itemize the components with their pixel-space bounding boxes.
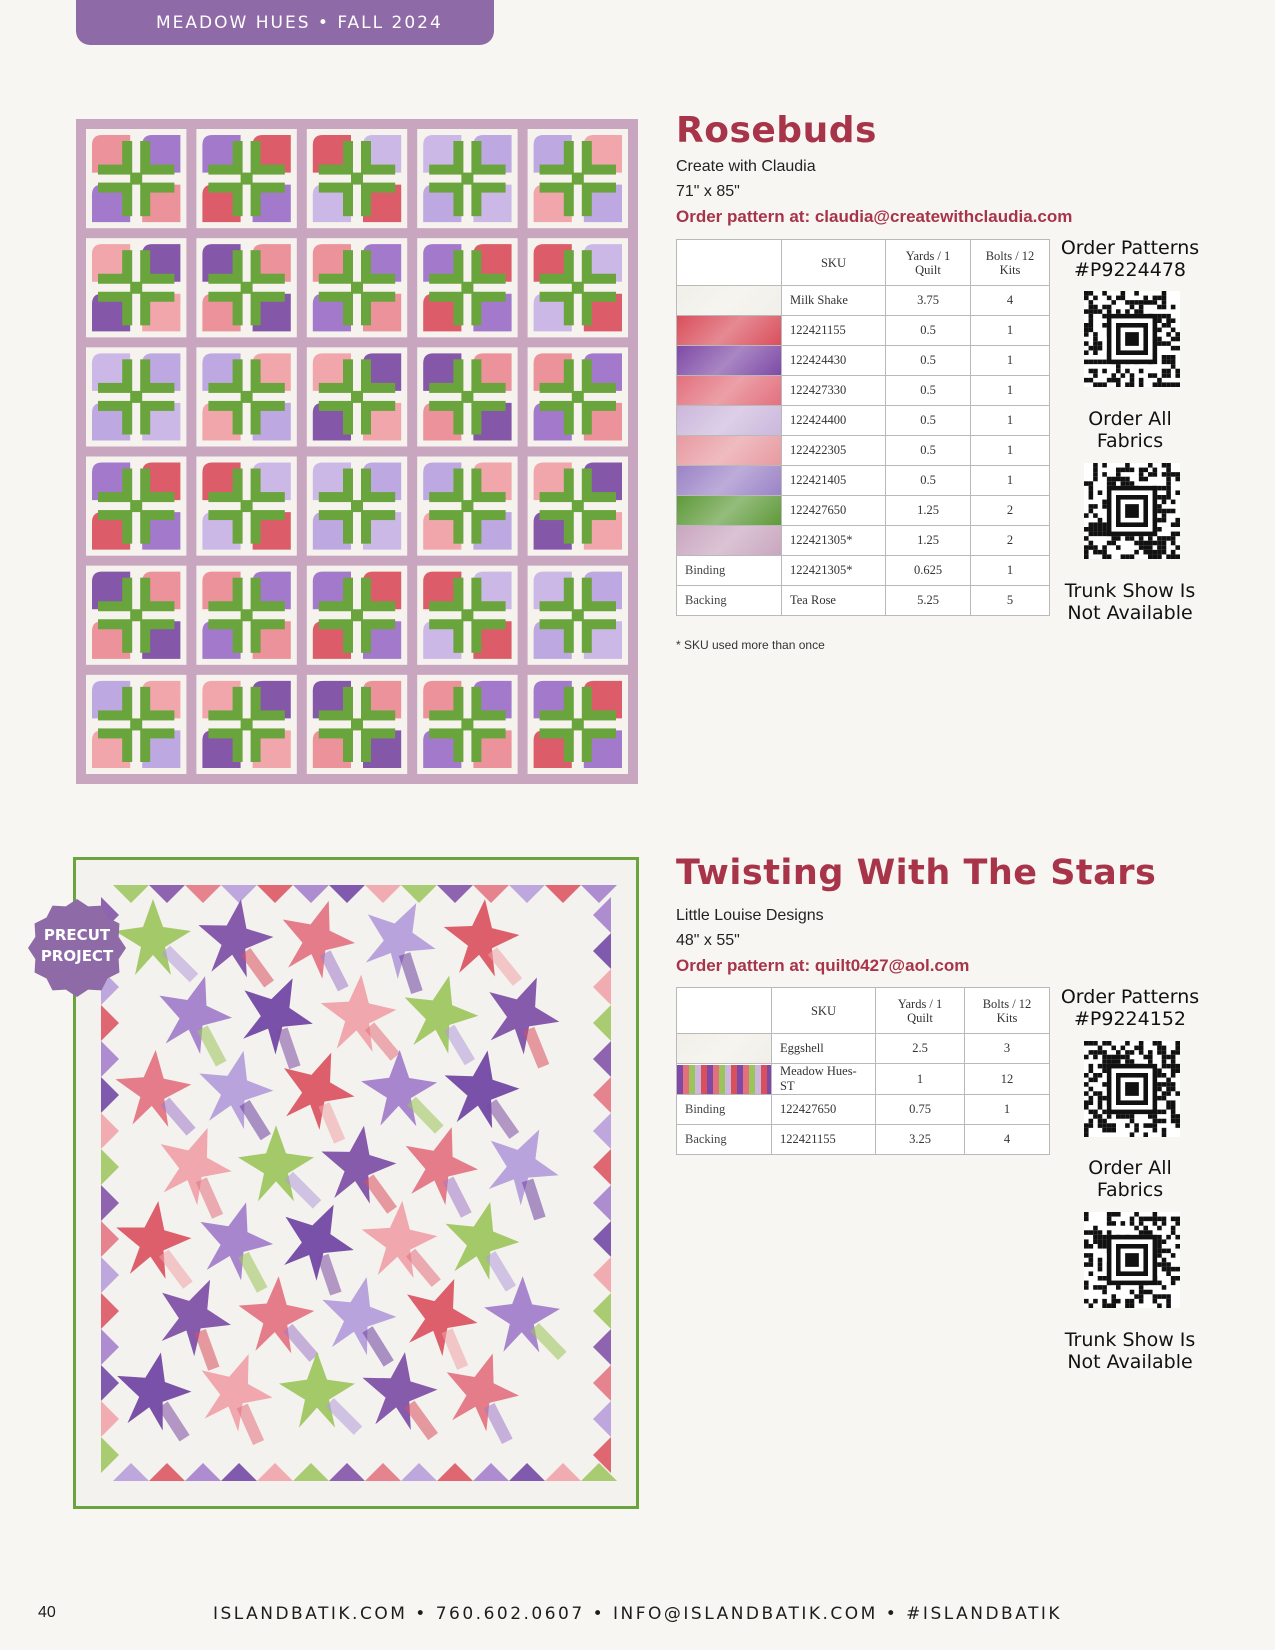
fabric-swatch (677, 466, 782, 496)
bolts-cell: 1 (971, 316, 1050, 346)
sku-cell: 122424430 (782, 346, 886, 376)
yards-cell: 5.25 (886, 586, 971, 616)
table-row (677, 1064, 1050, 1095)
yards-cell: 0.75 (876, 1095, 965, 1125)
yards-cell: 1.25 (886, 496, 971, 526)
bolts-column-header: Bolts / 12 Kits (971, 240, 1050, 286)
row-label: Binding (677, 556, 782, 586)
page-number: 40 (38, 1604, 56, 1621)
bolts-cell: 5 (971, 586, 1050, 616)
bolts-cell: 1 (971, 406, 1050, 436)
yards-cell: 0.5 (886, 316, 971, 346)
fabric-swatch (677, 406, 782, 436)
sku-cell: Tea Rose (782, 586, 886, 616)
quilt-size: 48" x 55" (676, 932, 740, 949)
sku-cell: Milk Shake (782, 286, 886, 316)
fabric-swatch (677, 316, 782, 346)
fabrics-qr-code[interactable] (1084, 463, 1180, 559)
pattern-qr-code[interactable] (1084, 1041, 1180, 1137)
table-row (677, 526, 1050, 556)
precut-project-badge: PRECUT PROJECT (40, 926, 114, 965)
sku-cell: 122421405 (782, 466, 886, 496)
sku-column-header: SKU (782, 240, 886, 286)
yards-cell: 0.5 (886, 376, 971, 406)
sku-footnote: * SKU used more than once (676, 638, 825, 652)
order-pattern-link[interactable]: Order pattern at: quilt0427@aol.com (676, 956, 970, 975)
catalog-header-tab: MEADOW HUES • FALL 2024 (76, 0, 494, 45)
fabric-swatch (677, 286, 782, 316)
fabric-swatch (677, 526, 782, 556)
yards-cell: 1.25 (886, 526, 971, 556)
rosebuds-quilt-image (76, 119, 638, 784)
bolts-cell: 1 (971, 436, 1050, 466)
order-patterns-label: Order Patterns #P9224478 (1060, 237, 1200, 281)
sku-cell: 122427650 (782, 496, 886, 526)
order-patterns-label: Order Patterns #P9224152 (1060, 986, 1200, 1030)
yards-column-header: Yards / 1 Quilt (876, 988, 965, 1034)
bolts-cell: 3 (965, 1034, 1050, 1064)
trunk-show-status: Trunk Show Is Not Available (1064, 1329, 1196, 1373)
yards-cell: 0.5 (886, 466, 971, 496)
yards-cell: 1 (876, 1064, 965, 1095)
sku-cell: 122427650 (772, 1095, 876, 1125)
sku-cell: 122421305* (782, 526, 886, 556)
table-row (677, 436, 1050, 466)
table-row (677, 1125, 1050, 1155)
twisting-stars-quilt-image (73, 857, 639, 1509)
table-row (677, 286, 1050, 316)
yards-cell: 0.625 (886, 556, 971, 586)
footer-contact: ISLANDBATIK.COM • 760.602.0607 • INFO@ISLANDBATIK.COM • #ISLANDBATIK (212, 1604, 1063, 1624)
bolts-cell: 1 (971, 556, 1050, 586)
fabric-swatch (677, 436, 782, 466)
bolts-column-header: Bolts / 12 Kits (965, 988, 1050, 1034)
sku-column-header: SKU (772, 988, 876, 1034)
fabric-swatch (677, 376, 782, 406)
sku-cell: Eggshell (772, 1034, 876, 1064)
sku-cell: 122427330 (782, 376, 886, 406)
pattern-qr-code[interactable] (1084, 291, 1180, 387)
sku-cell: 122421155 (772, 1125, 876, 1155)
sku-cell: 122424400 (782, 406, 886, 436)
yards-column-header: Yards / 1 Quilt (886, 240, 971, 286)
project-title: Rosebuds (676, 110, 877, 151)
sku-cell: 122421305* (782, 556, 886, 586)
yards-cell: 0.5 (886, 346, 971, 376)
fabric-swatch (677, 1034, 772, 1064)
fabric-table (676, 239, 1050, 616)
fabric-swatch (677, 496, 782, 526)
yards-cell: 0.5 (886, 406, 971, 436)
bolts-cell: 2 (971, 496, 1050, 526)
bolts-cell: 12 (965, 1064, 1050, 1095)
table-blank-header (677, 240, 782, 286)
bolts-cell: 1 (971, 466, 1050, 496)
quilt-size: 71" x 85" (676, 183, 740, 200)
table-blank-header (677, 988, 772, 1034)
order-pattern-link[interactable]: Order pattern at: claudia@createwithclaudia.com (676, 207, 1073, 226)
table-row (677, 556, 1050, 586)
fabrics-qr-code[interactable] (1084, 1212, 1180, 1308)
table-row (677, 496, 1050, 526)
yards-cell: 0.5 (886, 436, 971, 466)
bolts-cell: 4 (965, 1125, 1050, 1155)
table-row (677, 406, 1050, 436)
fabric-swatch (677, 346, 782, 376)
table-row (677, 376, 1050, 406)
sku-cell: 122421155 (782, 316, 886, 346)
table-row (677, 1034, 1050, 1064)
table-row (677, 466, 1050, 496)
fabric-swatch (677, 1064, 772, 1095)
sku-cell: 122422305 (782, 436, 886, 466)
row-label: Binding (677, 1095, 772, 1125)
bolts-cell: 1 (965, 1095, 1050, 1125)
table-row (677, 316, 1050, 346)
trunk-show-status: Trunk Show Is Not Available (1064, 580, 1196, 624)
table-row (677, 346, 1050, 376)
bolts-cell: 4 (971, 286, 1050, 316)
bolts-cell: 2 (971, 526, 1050, 556)
bolts-cell: 1 (971, 376, 1050, 406)
order-all-fabrics-label: Order All Fabrics (1088, 1157, 1172, 1201)
designer-name: Little Louise Designs (676, 907, 824, 924)
bolts-cell: 1 (971, 346, 1050, 376)
yards-cell: 3.75 (886, 286, 971, 316)
yards-cell: 3.25 (876, 1125, 965, 1155)
designer-name: Create with Claudia (676, 158, 816, 175)
table-row (677, 1095, 1050, 1125)
fabric-table (676, 987, 1050, 1155)
sku-cell: Meadow Hues-ST (772, 1064, 876, 1095)
yards-cell: 2.5 (876, 1034, 965, 1064)
order-all-fabrics-label: Order All Fabrics (1088, 408, 1172, 452)
row-label: Backing (677, 1125, 772, 1155)
project-title: Twisting With The Stars (676, 853, 1157, 893)
table-row (677, 586, 1050, 616)
row-label: Backing (677, 586, 782, 616)
